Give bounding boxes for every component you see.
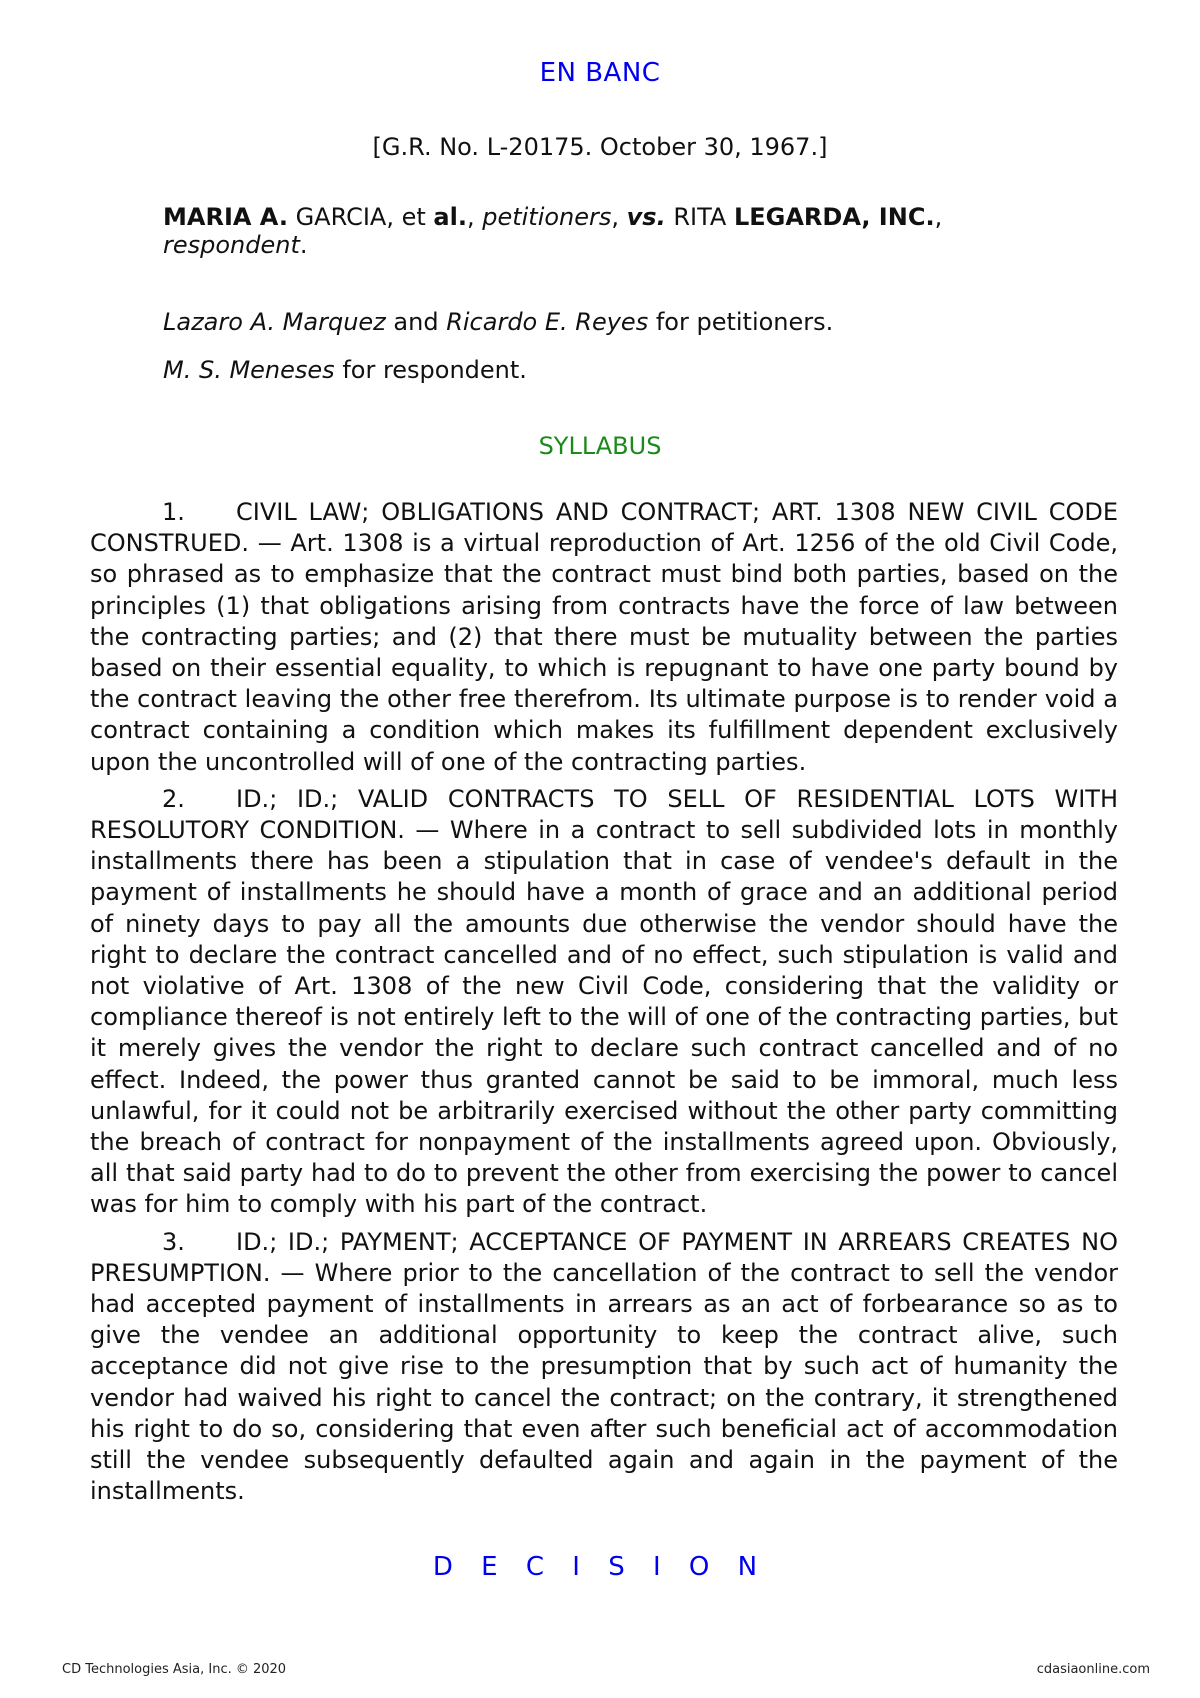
petitioner-name-first: MARIA A.: [163, 203, 288, 231]
respondent-lawyer: M. S. Meneses: [163, 356, 335, 384]
case-parties: MARIA A. GARCIA, et al., petitioners, vs. RITA LEGARDA, INC., respondent.: [163, 203, 943, 259]
petitioner-lawyer-2: Ricardo E. Reyes: [446, 308, 649, 336]
respondent-name-a: RITA: [673, 203, 734, 231]
respondent-counsel-suffix: for respondent.: [334, 356, 527, 384]
petitioner-counsel: [163, 308, 1063, 336]
respondent-role: respondent: [163, 231, 300, 259]
petitioner-al: al.: [433, 203, 467, 231]
syllabus-body: [90, 497, 1118, 1514]
petitioner-lawyer-1: Lazaro A. Marquez: [163, 308, 386, 336]
syllabus-item: [90, 497, 1118, 778]
syllabus-item-text: ID.; ID.; VALID CONTRACTS TO SELL OF RESIDENTIAL LOTS WITH RESOLUTORY CONDITION. — Where in a contract to sell subdivided lots in monthly installments there has been a stipulation that in case of vendee's default in the payment of installments he should have a month of grace and an additional period of ninety days to pay all the amounts due otherwise the vendor should have the right to declare the contract cancelled and of no effect, such stipulation is valid and not violative of Art. 1308 of the new Civil Code, considering that the validity or compliance thereof is not entirely left to the will of one of the contracting parties, but it merely gives the vendor the right to declare such contract cancelled and of no effect. Indeed, the power thus granted cannot be said to be immoral, much less unlawful, for it could not be arbitrarily exercised without the other party committing the breach of contract for nonpayment of the installments agreed upon. Obviously, all that said party had to do to prevent the other from exercising the power to cancel was for him to comply with his part of the contract.: [90, 784, 1119, 1219]
syllabus-item: [90, 1227, 1118, 1508]
counsel-and: and: [385, 308, 447, 336]
syllabus-item-number: 3.: [162, 1227, 185, 1256]
respondent-counsel: [163, 356, 1063, 384]
syllabus-heading: SYLLABUS: [538, 432, 662, 460]
petitioner-counsel-suffix: for petitioners.: [648, 308, 834, 336]
decision-heading: D E C I S I O N: [432, 1552, 768, 1582]
syllabus-item-number: 2.: [162, 784, 185, 813]
syllabus-item-text: ID.; ID.; PAYMENT; ACCEPTANCE OF PAYMENT IN ARREARS CREATES NO PRESUMPTION. — Where prior to the cancellation of the contract to sell the vendor had accepted payment of installments in arrears as an act of forbearance so as to give the vendee an additional opportunity to keep the contract alive, such acceptance did not give rise to the presumption that by such act of humanity the vendor had waived his right to cancel the contract; on the contrary, it strengthened his right to do so, considering that even after such beneficial act of accommodation still the vendee subsequently defaulted again and again in the payment of the installments.: [90, 1227, 1118, 1506]
respondent-name-b: LEGARDA, INC.: [733, 203, 935, 231]
case-number: [G.R. No. L-20175. October 30, 1967.]: [372, 133, 828, 161]
court-division-heading: EN BANC: [539, 58, 661, 88]
versus-label: vs.: [626, 203, 666, 231]
syllabus-item: [90, 784, 1118, 1221]
syllabus-item-number: 1.: [162, 498, 185, 526]
syllabus-item-text: CIVIL LAW; OBLIGATIONS AND CONTRACT; ART. 1308 NEW CIVIL CODE CONSTRUED. — Art. 1308 is a virtual reproduction of Art. 1256 of the old Civil Code, so phrased as to emphasize that the contract must bind both parties, based on the principles (1) that obligations arising from contracts have the force of law between the contracting parties; and (2) that there must be mutuality between the parties based on their essential equality, to which is repugnant to have one party bound by the contract leaving the other free therefrom. Its ultimate purpose is to render void a contract containing a condition which makes its fulfillment dependent exclusively upon the uncontrolled will of one of the contracting parties.: [90, 498, 1118, 776]
footer-copyright: CD Technologies Asia, Inc. © 2020: [62, 1662, 287, 1677]
petitioner-role: petitioners: [482, 203, 612, 231]
footer-website: cdasiaonline.com: [1036, 1662, 1150, 1677]
petitioner-name-rest: GARCIA, et: [287, 203, 434, 231]
